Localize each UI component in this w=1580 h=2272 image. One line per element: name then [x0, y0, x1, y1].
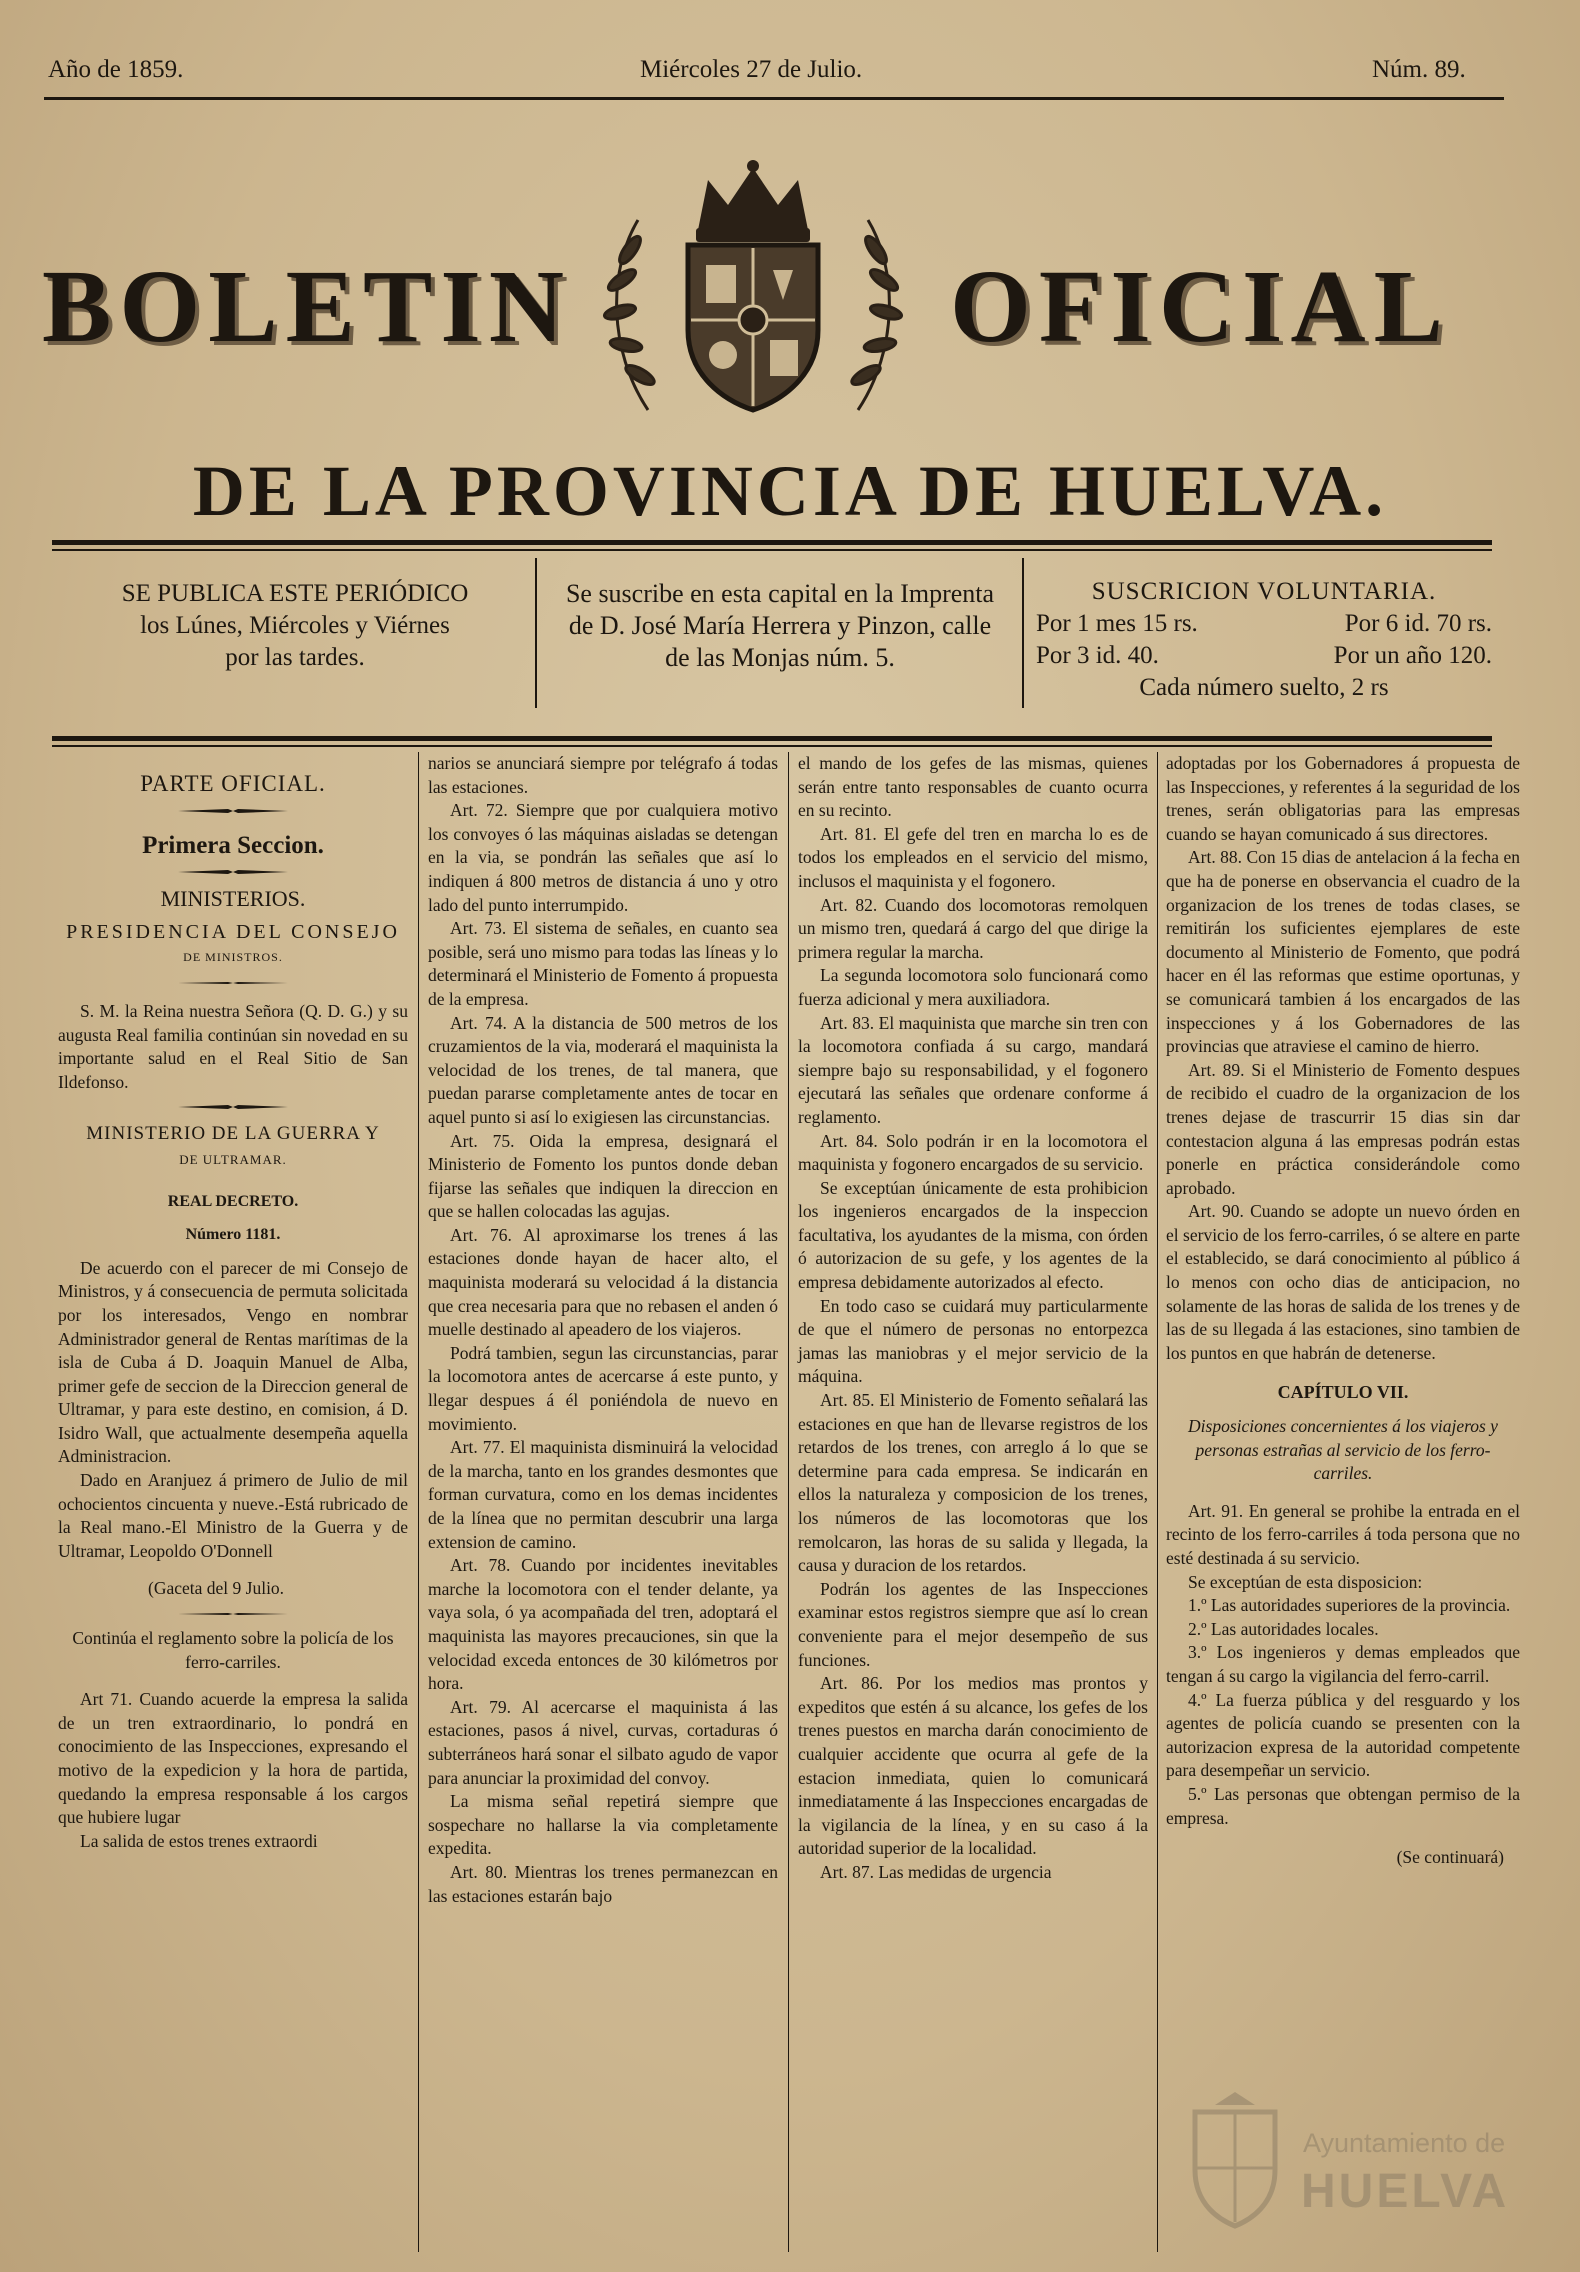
- ornament-rule-icon: [178, 806, 288, 816]
- info-rule-bottom: [52, 736, 1492, 741]
- parte-oficial-heading: PARTE OFICIAL.: [140, 771, 326, 796]
- decreto-paragraph-1: De acuerdo con el parecer de mi Consejo de Ministros, y á consecuencia de permuta solicitada por los interesados, Vengo en nombrar Administrador general de Rentas marítimas de la isla de Cuba á D. Joaquin Manuel de Alba, primer gefe de seccion de la Direccion general de Ultramar, y para este destino, en comision, á D. Isidro Wall, que actualmente desempeña aquella Administracion.: [58, 1257, 408, 1467]
- sm-paragraph: S. M. la Reina nuestra Señora (Q. D. G.) y su augusta Real familia continúan sin novedad en su importante salud en el Real Sitio de San Ildefonso.: [58, 1000, 408, 1092]
- issue-year: Año de 1859.: [48, 56, 184, 83]
- prices-title: SUSCRICION VOLUNTARIA.: [1091, 578, 1437, 605]
- decreto-number: Número 1181.: [185, 1226, 281, 1244]
- price-single-issue: Cada número suelto, 2 rs: [1139, 674, 1389, 701]
- gaceta-note: (Gaceta del 9 Julio.: [148, 1578, 285, 1599]
- info-subscription-line: de las Monjas núm. 5.: [665, 643, 895, 672]
- art-90: Art. 90. Cuando se adopte un nuevo órden en el servicio de los ferro-carriles, ó se altere en parte el establecido, se dará conocimiento al público á lo menos con ocho dias de anticipacion, no solamente de las horas de salida de los trenes y de las de su llegada á las estaciones, sino tambien de los puntos en que habrán de detenerse.: [1166, 1201, 1520, 1363]
- info-publication-line: los Lúnes, Miércoles y Viérnes: [140, 612, 450, 639]
- disposiciones-heading: Disposiciones concernientes á los viajeros y personas estrañas al servicio de los ferro-carriles.: [1188, 1416, 1498, 1484]
- except-paragraph: Se exceptúan únicamente de esta prohibicion los ingenieros encargados de la inspeccion facultativa, los ayudantes de la misma, con órden ó autorizacion de su gefe, y los agentes de la empresa debidamente autorizados al efecto.: [798, 1177, 1148, 1293]
- ornament-rule-icon: [178, 1609, 288, 1619]
- column-2: [428, 752, 778, 1908]
- todo-paragraph: En todo caso se cuidará muy particularmente de que el número de personas no entorpezca jamas las maniobras y el mejor servicio de la máquina.: [798, 1295, 1148, 1387]
- continua-note: Continúa el reglamento sobre la policía de los ferro-carriles.: [72, 1628, 394, 1672]
- info-publication: [60, 578, 530, 674]
- column-1: [58, 762, 408, 1853]
- art-76: Art. 76. Al aproximarse los trenes á las estaciones donde hayan de hacer alto, el maquinista moderará su velocidad á la distancia que crea necesaria para que no rebasen el anden ó muelle destinado al apeadero de los viajeros.: [428, 1224, 778, 1340]
- art-86: Art. 86. Por los medios mas prontos y expeditos que estén á su alcance, los gefes de los trenes puestos en marcha darán conocimiento de cualquier accidente que ocurra al gefe de la estacion inmediata, quien lo comunicará inmediatamente á las Inspecciones encargadas de la vigilancia de la línea, y en su caso á la autoridad superior de la localidad.: [798, 1673, 1148, 1859]
- price-6-month: Por 6 id. 70 rs.: [1344, 610, 1492, 637]
- art-72: Art. 72. Siempre que por cualquiera motivo los convoyes ó las máquinas aisladas se detengan en la via, se pondrán las señales que así lo indiquen á 800 metros de distancia á uno y otro lado del punto interrumpido.: [428, 800, 778, 915]
- col2-continuation: narios se anunciará siempre por telégrafo á todas las estaciones.: [428, 753, 778, 797]
- archive-watermark: [1185, 2090, 1515, 2240]
- info-divider-1: [535, 558, 537, 708]
- column-divider-2: [788, 752, 789, 2252]
- except-item-2: 2.º Las autoridades locales.: [1188, 1618, 1379, 1639]
- except-list-intro: Se exceptúan de esta disposicion:: [1188, 1571, 1423, 1592]
- watermark-line-2: HUELVA: [1301, 2165, 1510, 2218]
- art-71: Art 71. Cuando acuerde la empresa la salida de un tren extraordinario, lo pondrá en conocimiento de las Inspecciones, expresando el motivo de la expedicion y la hora de partida, quedando la empresa responsable á los cargos que hubiere lugar: [58, 1689, 408, 1828]
- col4-continuation: adoptadas por los Gobernadores á propuesta de las Inspecciones, y referentes á la seguridad de los trenes, serán obligatorias para las empresas cuando se hayan comunicado á sus directores.: [1166, 753, 1520, 844]
- except-item-4: 4.º La fuerza pública y del resguardo y los agentes de policía cuando se presenten con la autorizacion expresa de la autoridad competente para desempeñar un servicio.: [1166, 1689, 1520, 1781]
- masthead-left: BOLETIN: [42, 249, 572, 364]
- decreto-paragraph-2: Dado en Aranjuez á primero de Julio de mil ochocientos cincuenta y nueve.-Está rubricado de la Real mano.-El Ministro de la Guerra y de Ultramar, Leopoldo O'Donnell: [58, 1470, 408, 1561]
- ornament-rule-icon: [178, 978, 288, 988]
- info-publication-line: por las tardes.: [225, 644, 365, 671]
- except-item-3: 3.º Los ingenieros y demas empleados que tengan á su cargo la vigilancia del ferro-carril.: [1166, 1642, 1520, 1686]
- continuara-note: (Se continuará): [1396, 1847, 1504, 1868]
- art-84: Art. 84. Solo podrán ir en la locomotora el maquinista y fogonero encargados de su servicio.: [798, 1130, 1148, 1175]
- ultramar-heading: DE ULTRAMAR.: [179, 1151, 287, 1167]
- misma-paragraph: La misma señal repetirá siempre que sospechare no hallarse la via completamente expedita.: [428, 1791, 778, 1859]
- masthead-subtitle: DE LA PROVINCIA DE HUELVA.: [192, 451, 1388, 531]
- column-divider-3: [1157, 752, 1158, 2252]
- podra-paragraph: Podrá tambien, segun las circunstancias, parar la locomotora antes de acercarse á este punto, y llegar despues á él poniéndola de nuevo en movimiento.: [428, 1342, 778, 1434]
- real-decreto-heading: REAL DECRETO.: [167, 1192, 299, 1210]
- art-89: Art. 89. Si el Ministerio de Fomento despues de recibido el cuadro de la organizacion de los trenes dejase de trascurrir 15 dias sin dar contestacion alguna á las empresas podrán estas ponerle en práctica considerándole como aprobado.: [1166, 1059, 1520, 1198]
- art-82: Art. 82. Cuando dos locomotoras remolquen un mismo tren, quedará á cargo del que dirige la primera regular la marcha.: [798, 894, 1148, 962]
- art-91: Art. 91. En general se prohibe la entrada en el recinto de los ferro-carriles á toda persona que no esté destinada á su servicio.: [1166, 1500, 1520, 1568]
- info-rule-top: [52, 540, 1492, 545]
- info-publication-line: SE PUBLICA ESTE PERIÓDICO: [121, 580, 469, 607]
- ornament-rule-icon: [178, 867, 288, 877]
- top-rule: [44, 97, 1504, 100]
- info-subscription-place: [545, 578, 1015, 674]
- art-73: Art. 73. El sistema de señales, en cuanto sea posible, será uno mismo para todas las líneas y lo determinará el Ministerio de Fomento á propuesta de la empresa.: [428, 918, 778, 1009]
- except-item-1: 1.º Las autoridades superiores de la provincia.: [1188, 1595, 1511, 1616]
- column-3: [798, 752, 1148, 1885]
- art-79: Art. 79. Al acercarse el maquinista á las estaciones, pasos á nivel, curvas, cortaduras ó subterráneos hará sonar el silbato agudo de vapor para anunciar la proximidad del convoy.: [428, 1696, 778, 1788]
- col3-continuation: el mando de los gefes de las mismas, quienes serán entre tanto responsables de cuanto ocurra en su recinto.: [798, 753, 1148, 821]
- watermark-shield-icon: [1185, 2090, 1285, 2230]
- price-3-month: Por 3 id. 40.: [1036, 642, 1159, 669]
- info-divider-2: [1022, 558, 1024, 708]
- ministerios-heading: MINISTERIOS.: [160, 886, 306, 912]
- issue-date: Miércoles 27 de Julio.: [640, 56, 863, 83]
- podran-paragraph: Podrán los agentes de las Inspecciones examinar estos registros siempre que así lo crean conveniente para el mejor desempeño de sus funciones.: [798, 1578, 1148, 1670]
- guerra-heading: MINISTERIO DE LA GUERRA Y: [86, 1123, 380, 1145]
- col1-last-line: La salida de estos trenes extraordi: [80, 1830, 318, 1851]
- ornament-rule-icon: [178, 1102, 288, 1112]
- price-1-year: Por un año 120.: [1333, 642, 1492, 669]
- presidencia-heading: PRESIDENCIA DEL CONSEJO: [66, 920, 400, 943]
- segunda-paragraph: La segunda locomotora solo funcionará como fuerza adicional y mera auxiliadora.: [798, 965, 1148, 1009]
- art-87: Art. 87. Las medidas de urgencia: [820, 1861, 1052, 1882]
- primera-seccion-heading: Primera Seccion.: [142, 831, 324, 859]
- art-88: Art. 88. Con 15 dias de antelacion á la fecha en que ha de ponerse en observancia el cuadro de la organizacion de los trenes de todas clases, se remitirán los suficientes ejemplares de este documento al Ministerio de Fomento, que podrá hacer en él las reformas que estime oportunas, y se comunicará tambien á los encargados de las inspecciones y á los Gobernadores de las provincias que atraviese el camino de hierro.: [1166, 847, 1520, 1057]
- art-85: Art. 85. El Ministerio de Fomento señalará las estaciones en que han de llevarse registros de los retardos de los trenes, con arreglo á lo que se determine para cada empresa. Se indicarán en ellos la naturaleza y composicion de los trenes, los números de las locomotoras que los remolcaron, las horas de su salida y llegada, la causa y duracion de los retardos.: [798, 1390, 1148, 1576]
- capitulo-heading: CAPÍTULO VII.: [1277, 1382, 1409, 1403]
- art-74: Art. 74. A la distancia de 500 metros de los cruzamientos de la via, moderará el maquinista la velocidad de los trenes, de tal manera, que puedan pararse completamente antes de tocar en aquel punto si así lo exigiesen las circunstancias.: [428, 1012, 778, 1127]
- info-rule-bottom-thin: [52, 745, 1492, 747]
- price-1-month: Por 1 mes 15 rs.: [1036, 610, 1198, 637]
- column-4: [1166, 752, 1520, 1870]
- art-81: Art. 81. El gefe del tren en marcha lo es de todos los empleados en el servicio del mismo, inclusos el maquinista y el fogonero.: [798, 823, 1148, 891]
- art-78: Art. 78. Cuando por incidentes inevitables marche la locomotora con el tender delante, ya vaya sola, ó ya acompañada del tren, adoptará el maquinista las mayores precauciones, sin que la velocidad exceda entonces de 30 kilómetros por hora.: [428, 1555, 778, 1694]
- issue-number: Núm. 89.: [1372, 56, 1466, 83]
- column-divider-1: [418, 752, 419, 2252]
- info-subscription-prices: [1036, 576, 1492, 704]
- masthead-right: OFICIAL: [950, 249, 1451, 364]
- coat-of-arms-icon: [578, 160, 928, 435]
- art-80: Art. 80. Mientras los trenes permanezcan en las estaciones estarán bajo: [428, 1861, 778, 1906]
- art-83: Art. 83. El maquinista que marche sin tren con la locomotora confiada á su cargo, mandará siempre bajo su responsabilidad, y el fogonero ejecutará las señales que ordenare conforme á reglamento.: [798, 1012, 1148, 1127]
- info-rule-top-thin: [52, 549, 1492, 551]
- info-subscription-line: Se suscribe en esta capital en la Imprenta: [565, 579, 995, 608]
- info-subscription-line: de D. José María Herrera y Pinzon, calle: [568, 611, 992, 640]
- except-item-5: 5.º Las personas que obtengan permiso de la empresa.: [1166, 1783, 1520, 1828]
- art-77: Art. 77. El maquinista disminuirá la velocidad de la marcha, tanto en los grandes desmontes que forman curvatura, como en los demas incidentes de la línea que no permitan descubrir una larga extension de camino.: [428, 1437, 778, 1552]
- watermark-line-1: Ayuntamiento de: [1303, 2128, 1506, 2158]
- de-ministros-heading: DE MINISTROS.: [183, 950, 283, 965]
- art-75: Art. 75. Oida la empresa, designará el Ministerio de Fomento los puntos donde deban fijarse las señales que indiquen la direccion en que se hallen colocadas las agujas.: [428, 1130, 778, 1222]
